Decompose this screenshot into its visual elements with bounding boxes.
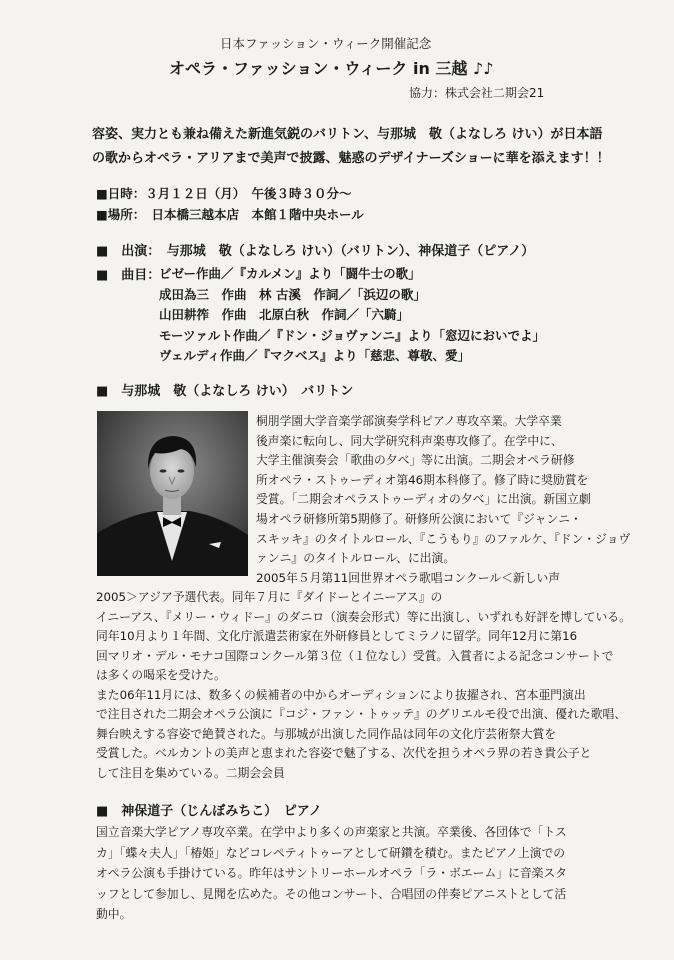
- program-list: [159, 264, 545, 367]
- bio-line: 大学主催演奏会「歌曲の夕べ」等に出演。二期会オペラ研修: [256, 453, 575, 468]
- bio-line: イニーアス、『メリー・ウィドー』のダニロ（演奏会形式）等に出演し、いずれも好評を博している。: [96, 609, 631, 624]
- singer-photo: [97, 411, 248, 576]
- bio-line: 回マリオ・デル・モナコ国際コンクール第３位（１位なし）受賞。入賞者による記念コンサートで: [96, 648, 614, 663]
- bio-line: は多くの喝采を受けた。: [96, 668, 226, 682]
- program-item: ヴェルディ作曲／『マクベス』より「慈悲、尊敬、愛」: [159, 348, 471, 363]
- event-place: ■場所： 日本橋三越本店 本館１階中央ホール: [96, 207, 364, 222]
- intro-line: 容姿、実力とも兼ね備えた新進気鋭のバリトン、与那城 敬（よなしろ けい）が日本語: [92, 127, 603, 142]
- program-item: ビゼー作曲／『カルメン』より「闘牛士の歌」: [159, 266, 421, 281]
- cooperation-credit: 協力：株式会社二期会21: [409, 86, 545, 100]
- bio-line: 2005年５月第11回世界オペラ歌唱コンクール＜新しい声: [256, 570, 561, 585]
- pianist-heading: ■ 神保道子（じんぼみちこ） ピアノ: [96, 804, 322, 819]
- singer-heading: ■ 与那城 敬（よなしろ けい） バリトン: [96, 384, 354, 399]
- intro-line: の歌からオペラ・アリアまで美声で披露、魅惑のデザイナーズショーに華を添えます！！: [92, 151, 610, 166]
- intro-paragraph: [92, 123, 610, 171]
- program-item: 成田為三 作曲 林 古溪 作詞／「浜辺の歌」: [159, 286, 426, 302]
- program-label: ■ 曲目：: [96, 268, 161, 283]
- bio-line: 国立音楽大学ピアノ専攻卒業。在学中より多くの声楽家と共演。卒業後、各団体で「トス: [96, 825, 567, 839]
- bio-line: ッフとして参加し、見聞を広めた。その他コンサート、合唱団の伴奏ピアニストとして活: [96, 886, 567, 901]
- bio-line: 動中。: [96, 907, 132, 921]
- pianist-bio: [96, 822, 567, 925]
- singer-bio-bottom: [96, 588, 631, 783]
- bio-line: ァンニ』のタイトルロール、に出演。: [256, 551, 456, 566]
- bio-line: カ」「蝶々夫人」「椿姫」などコレペティトゥーアとして研鑽を積む。またピアノ上演での: [96, 845, 566, 860]
- bio-line: 後声楽に転向し、同大学研究科声楽専攻修了。在学中に、: [256, 433, 563, 448]
- event-date: ■日時：３月１２日（月） 午後３時３０分～: [96, 186, 352, 201]
- bio-line: 受賞。「二期会オペラストゥーディオの夕べ」に出演。新国立劇: [256, 492, 591, 507]
- program-item: モーツァルト作曲／『ドン・ジョヴァンニ』より「窓辺においでよ」: [159, 327, 546, 343]
- bio-line: 桐朋学園大学音楽学部演奏学科ピアノ専攻卒業。大学卒業: [256, 414, 562, 428]
- bio-line: で注目された二期会オペラ公演に『コジ・ファン・トゥッテ』のグリエルモ役で出演、優れた歌唱、: [96, 707, 627, 721]
- bio-line: 場オペラ研修所第5期修了。研修所公演において『ジャンニ・: [256, 511, 582, 526]
- bio-line: して注目を集めている。二期会会員: [96, 765, 285, 780]
- singer-bio-top: [256, 412, 630, 588]
- bio-line: 所オペラ・ストゥーディオ第46期本科修了。修了時に奨励賞を: [256, 472, 589, 487]
- bio-line: 2005＞アジア予選代表。同年７月に『ダイドーとイニーアス』の: [96, 590, 443, 604]
- bio-line: スキッキ』のタイトルロール、『こうもり』のファルケ、『ドン・ジョヴ: [256, 531, 631, 546]
- event-title: オペラ・ファッション・ウィーク in 三越 ♪♪: [169, 59, 494, 78]
- bio-line: オペラ公演も手掛けている。昨年はサントリーホールオペラ「ラ・ボエーム」に音楽スタ: [96, 866, 568, 880]
- event-info: [96, 183, 364, 225]
- performers-line: ■ 出演： 与那城 敬（よなしろ けい）（バリトン）、神保道子（ピアノ）: [96, 244, 535, 259]
- bio-line: また06年11月には、数多くの候補者の中からオーディションにより抜擢され、宮本亜門演出: [96, 687, 586, 702]
- bio-line: 受賞した。ベルカントの美声と恵まれた容姿で魅了する、次代を担うオペラ界の若き貴公子と: [96, 746, 592, 760]
- bio-line: 舞台映えする容姿で絶賛された。与那城が出演した同作品は同年の文化庁芸術祭大賞を: [96, 726, 557, 741]
- event-subtitle: 日本ファッション・ウィーク開催記念: [220, 36, 432, 51]
- bio-line: 同年10月より１年間、文化庁派遣芸術家在外研修員としてミラノに留学。同年12月に第16: [96, 629, 578, 643]
- program-item: 山田耕筰 作曲 北原白秋 作詞／「六騎」: [159, 307, 410, 322]
